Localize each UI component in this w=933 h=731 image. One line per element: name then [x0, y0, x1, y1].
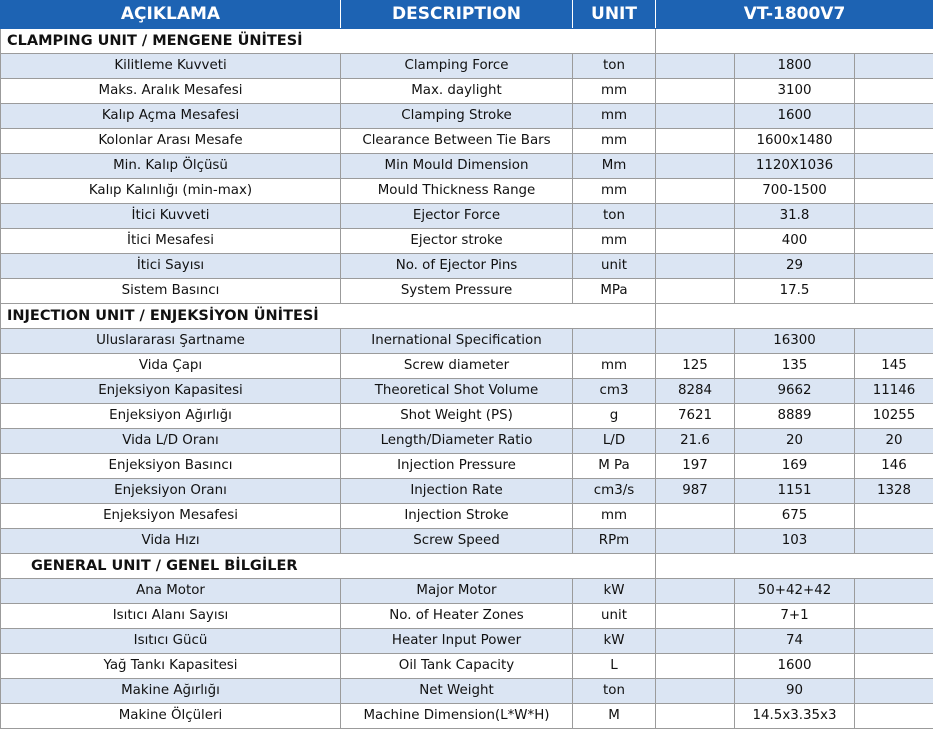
value-cell: 3100 [735, 79, 855, 104]
description-tr-cell: Maks. Aralık Mesafesi [1, 79, 341, 104]
value-cell-right [855, 579, 933, 604]
description-en-cell: Mould Thickness Range [341, 179, 573, 204]
table-row [1, 704, 933, 729]
section-row-general [1, 554, 933, 579]
description-tr-cell: Enjeksiyon Mesafesi [1, 504, 341, 529]
value-cell-left [656, 704, 735, 729]
value-cell-right [855, 604, 933, 629]
unit-cell: ton [573, 54, 656, 79]
value-cell: 103 [735, 529, 855, 554]
value-cell-left [656, 629, 735, 654]
value-cell-right [855, 629, 933, 654]
value-cell-right [855, 204, 933, 229]
value-cell: 400 [735, 229, 855, 254]
value-cell-1: 125 [656, 354, 735, 379]
table-row [1, 129, 933, 154]
table-row [1, 279, 933, 304]
description-tr-cell: Kalıp Açma Mesafesi [1, 104, 341, 129]
table-row [1, 329, 933, 354]
table-row [1, 604, 933, 629]
description-en-cell: Ejector Force [341, 204, 573, 229]
description-tr-cell: Ana Motor [1, 579, 341, 604]
table-row [1, 529, 933, 554]
description-tr-cell: Vida Hızı [1, 529, 341, 554]
value-cell: 17.5 [735, 279, 855, 304]
unit-cell: ton [573, 679, 656, 704]
value-cell-1: 7621 [656, 404, 735, 429]
value-cell-right [855, 504, 933, 529]
value-cell-left [656, 129, 735, 154]
value-cell-3: 20 [855, 429, 933, 454]
value-cell-left [656, 229, 735, 254]
value-cell-right [855, 79, 933, 104]
description-tr-cell: Enjeksiyon Basıncı [1, 454, 341, 479]
value-cell-left [656, 179, 735, 204]
value-cell: 1600 [735, 654, 855, 679]
header-unit: UNIT [573, 1, 656, 29]
table-row [1, 204, 933, 229]
value-cell-right [855, 654, 933, 679]
value-cell-right [855, 679, 933, 704]
value-cell-1: 8284 [656, 379, 735, 404]
description-en-cell: Inernational Specification [341, 329, 573, 354]
value-cell-2: 135 [735, 354, 855, 379]
value-cell-left [656, 104, 735, 129]
value-cell-1: 197 [656, 454, 735, 479]
value-cell-right [855, 129, 933, 154]
value-cell-left [656, 579, 735, 604]
value-cell-left [656, 504, 735, 529]
description-tr-cell: Isıtıcı Alanı Sayısı [1, 604, 341, 629]
value-cell-right [855, 229, 933, 254]
description-tr-cell: Kalıp Kalınlığı (min-max) [1, 179, 341, 204]
value-cell: 675 [735, 504, 855, 529]
value-cell-left [656, 204, 735, 229]
description-en-cell: Net Weight [341, 679, 573, 704]
description-tr-cell: Vida Çapı [1, 354, 341, 379]
value-cell-left [656, 679, 735, 704]
description-en-cell: Injection Rate [341, 479, 573, 504]
unit-cell: kW [573, 579, 656, 604]
value-cell-right [855, 529, 933, 554]
description-tr-cell: Enjeksiyon Ağırlığı [1, 404, 341, 429]
table-row [1, 429, 933, 454]
value-cell: 50+42+42 [735, 579, 855, 604]
description-en-cell: Oil Tank Capacity [341, 654, 573, 679]
description-tr-cell: Makine Ölçüleri [1, 704, 341, 729]
unit-cell: L [573, 654, 656, 679]
value-cell: 1600 [735, 104, 855, 129]
value-cell-left [656, 329, 735, 354]
value-cell-left [656, 254, 735, 279]
unit-cell: mm [573, 79, 656, 104]
unit-cell [573, 329, 656, 354]
description-en-cell: Shot Weight (PS) [341, 404, 573, 429]
value-cell-left [656, 604, 735, 629]
description-en-cell: Screw Speed [341, 529, 573, 554]
unit-cell: g [573, 404, 656, 429]
value-cell-1: 21.6 [656, 429, 735, 454]
description-en-cell: Theoretical Shot Volume [341, 379, 573, 404]
description-en-cell: System Pressure [341, 279, 573, 304]
value-cell: 74 [735, 629, 855, 654]
unit-cell: MPa [573, 279, 656, 304]
value-cell-right [855, 104, 933, 129]
table-row [1, 229, 933, 254]
description-tr-cell: İtici Mesafesi [1, 229, 341, 254]
value-cell: 16300 [735, 329, 855, 354]
value-cell: 700-1500 [735, 179, 855, 204]
value-cell-left [656, 154, 735, 179]
unit-cell: mm [573, 104, 656, 129]
table-row [1, 54, 933, 79]
table-row [1, 654, 933, 679]
table-row [1, 154, 933, 179]
value-cell-right [855, 279, 933, 304]
unit-cell: kW [573, 629, 656, 654]
value-cell-right [855, 179, 933, 204]
description-en-cell: Major Motor [341, 579, 573, 604]
unit-cell: M Pa [573, 454, 656, 479]
description-en-cell: Heater Input Power [341, 629, 573, 654]
description-tr-cell: Isıtıcı Gücü [1, 629, 341, 654]
description-tr-cell: Yağ Tankı Kapasitesi [1, 654, 341, 679]
value-cell-right [855, 329, 933, 354]
unit-cell: Mm [573, 154, 656, 179]
unit-cell: cm3 [573, 379, 656, 404]
unit-cell: mm [573, 229, 656, 254]
value-cell: 1120X1036 [735, 154, 855, 179]
section-title-injection: INJECTION UNIT / ENJEKSİYON ÜNİTESİ [1, 304, 656, 329]
unit-cell: mm [573, 504, 656, 529]
description-en-cell: Min Mould Dimension [341, 154, 573, 179]
value-cell-left [656, 279, 735, 304]
description-en-cell: No. of Heater Zones [341, 604, 573, 629]
value-cell: 1600x1480 [735, 129, 855, 154]
value-cell-left [656, 54, 735, 79]
section-title-clamping: CLAMPING UNIT / MENGENE ÜNİTESİ [1, 29, 656, 54]
description-tr-cell: Min. Kalıp Ölçüsü [1, 154, 341, 179]
value-cell-right [855, 704, 933, 729]
value-cell-right [855, 154, 933, 179]
value-cell: 14.5x3.35x3 [735, 704, 855, 729]
description-tr-cell: Enjeksiyon Oranı [1, 479, 341, 504]
value-cell-3: 146 [855, 454, 933, 479]
value-cell: 1800 [735, 54, 855, 79]
header-description-en: DESCRIPTION [341, 1, 573, 29]
table-row [1, 379, 933, 404]
unit-cell: unit [573, 604, 656, 629]
value-cell-left [656, 79, 735, 104]
unit-cell: L/D [573, 429, 656, 454]
value-cell-3: 1328 [855, 479, 933, 504]
table-row [1, 104, 933, 129]
table-row [1, 404, 933, 429]
table-row [1, 629, 933, 654]
description-tr-cell: Enjeksiyon Kapasitesi [1, 379, 341, 404]
value-cell-right [855, 54, 933, 79]
value-cell-3: 145 [855, 354, 933, 379]
value-cell-right [855, 254, 933, 279]
header-description-tr: AÇIKLAMA [1, 1, 341, 29]
value-cell-2: 169 [735, 454, 855, 479]
header-model: VT-1800V7 [656, 1, 933, 29]
description-tr-cell: Sistem Basıncı [1, 279, 341, 304]
table-row [1, 179, 933, 204]
value-cell: 29 [735, 254, 855, 279]
description-en-cell: Max. daylight [341, 79, 573, 104]
table-row [1, 504, 933, 529]
unit-cell: mm [573, 179, 656, 204]
value-cell-3: 10255 [855, 404, 933, 429]
section-blank [656, 304, 933, 329]
value-cell-left [656, 654, 735, 679]
header-row [1, 1, 933, 29]
section-blank [656, 29, 933, 54]
value-cell-left [656, 529, 735, 554]
table-row [1, 679, 933, 704]
section-title-general: GENERAL UNIT / GENEL BİLGİLER [1, 554, 656, 579]
table-row [1, 354, 933, 379]
description-tr-cell: Makine Ağırlığı [1, 679, 341, 704]
description-en-cell: Injection Stroke [341, 504, 573, 529]
unit-cell: mm [573, 129, 656, 154]
section-blank [656, 554, 933, 579]
description-en-cell: Length/Diameter Ratio [341, 429, 573, 454]
description-en-cell: Clamping Stroke [341, 104, 573, 129]
table-row [1, 254, 933, 279]
unit-cell: ton [573, 204, 656, 229]
description-en-cell: Injection Pressure [341, 454, 573, 479]
value-cell-2: 8889 [735, 404, 855, 429]
value-cell: 90 [735, 679, 855, 704]
unit-cell: RPm [573, 529, 656, 554]
description-tr-cell: Uluslararası Şartname [1, 329, 341, 354]
description-tr-cell: Kilitleme Kuvveti [1, 54, 341, 79]
unit-cell: cm3/s [573, 479, 656, 504]
table-row [1, 79, 933, 104]
description-tr-cell: İtici Kuvveti [1, 204, 341, 229]
description-en-cell: No. of Ejector Pins [341, 254, 573, 279]
value-cell-2: 20 [735, 429, 855, 454]
description-tr-cell: Kolonlar Arası Mesafe [1, 129, 341, 154]
unit-cell: mm [573, 354, 656, 379]
value-cell-3: 11146 [855, 379, 933, 404]
value-cell-1: 987 [656, 479, 735, 504]
value-cell: 7+1 [735, 604, 855, 629]
description-en-cell: Screw diameter [341, 354, 573, 379]
description-en-cell: Clearance Between Tie Bars [341, 129, 573, 154]
section-row-injection [1, 304, 933, 329]
description-tr-cell: Vida L/D Oranı [1, 429, 341, 454]
table-row [1, 579, 933, 604]
value-cell-2: 1151 [735, 479, 855, 504]
value-cell: 31.8 [735, 204, 855, 229]
table-row [1, 479, 933, 504]
unit-cell: unit [573, 254, 656, 279]
description-en-cell: Clamping Force [341, 54, 573, 79]
value-cell-2: 9662 [735, 379, 855, 404]
description-en-cell: Ejector stroke [341, 229, 573, 254]
description-tr-cell: İtici Sayısı [1, 254, 341, 279]
description-en-cell: Machine Dimension(L*W*H) [341, 704, 573, 729]
table-row [1, 454, 933, 479]
section-row-clamping [1, 29, 933, 54]
unit-cell: M [573, 704, 656, 729]
